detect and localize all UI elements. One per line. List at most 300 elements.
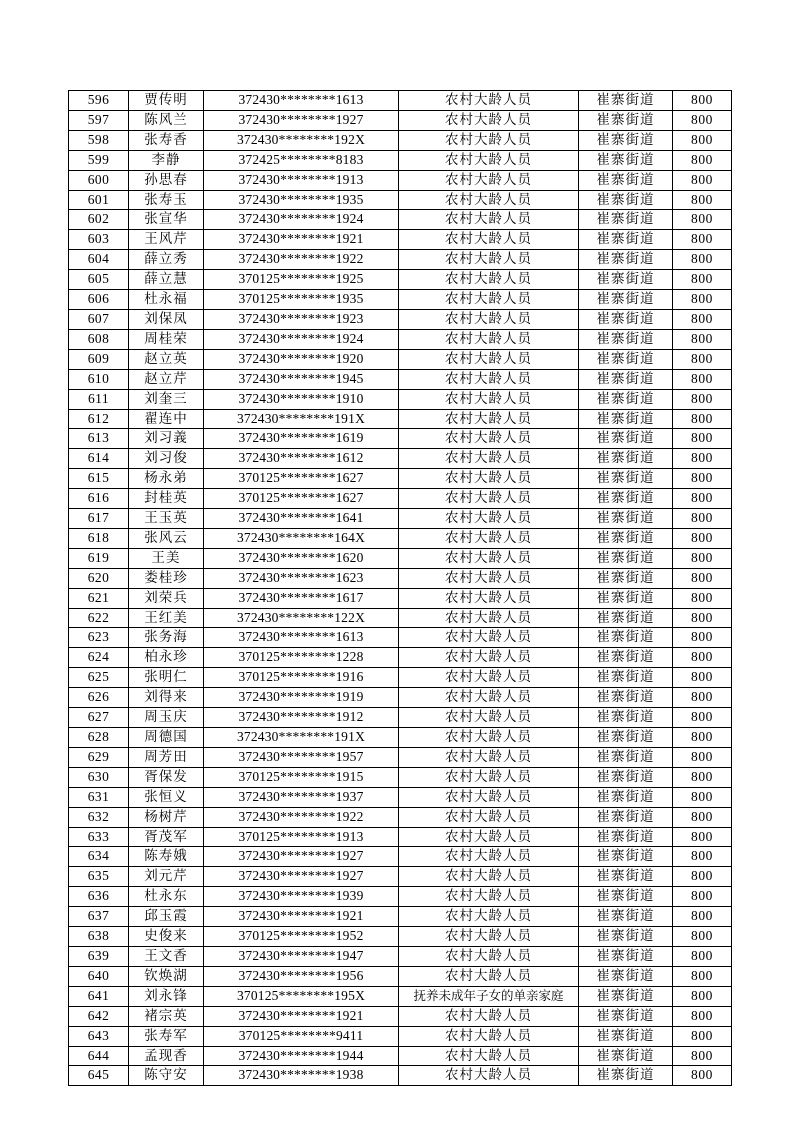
cell-seq: 641 (69, 986, 129, 1006)
cell-name: 陈守安 (129, 1066, 204, 1086)
cell-id-number: 372430********1947 (204, 946, 399, 966)
cell-seq: 598 (69, 130, 129, 150)
cell-street: 崔寨街道 (579, 210, 673, 230)
cell-id-number: 372430********1957 (204, 747, 399, 767)
table-row (69, 628, 732, 648)
cell-amount: 800 (673, 728, 732, 748)
cell-amount: 800 (673, 110, 732, 130)
cell-amount: 800 (673, 887, 732, 907)
cell-name: 张明仁 (129, 668, 204, 688)
cell-amount: 800 (673, 787, 732, 807)
cell-amount: 800 (673, 150, 732, 170)
cell-amount: 800 (673, 1026, 732, 1046)
cell-id-number: 372430********1921 (204, 1006, 399, 1026)
cell-amount: 800 (673, 210, 732, 230)
cell-street: 崔寨街道 (579, 668, 673, 688)
cell-id-number: 372430********1910 (204, 389, 399, 409)
cell-seq: 643 (69, 1026, 129, 1046)
cell-category: 农村大龄人员 (399, 429, 579, 449)
cell-amount: 800 (673, 867, 732, 887)
cell-category: 农村大龄人员 (399, 190, 579, 210)
cell-amount: 800 (673, 907, 732, 927)
cell-street: 崔寨街道 (579, 389, 673, 409)
cell-name: 褚宗英 (129, 1006, 204, 1026)
cell-category: 农村大龄人员 (399, 91, 579, 111)
cell-category: 抚养未成年子女的单亲家庭 (399, 986, 579, 1006)
cell-amount: 800 (673, 329, 732, 349)
cell-street: 崔寨街道 (579, 250, 673, 270)
cell-seq: 614 (69, 449, 129, 469)
cell-amount: 800 (673, 688, 732, 708)
cell-id-number: 372430********1938 (204, 1066, 399, 1086)
cell-id-number: 372430********1944 (204, 1046, 399, 1066)
cell-seq: 617 (69, 509, 129, 529)
cell-seq: 640 (69, 966, 129, 986)
cell-amount: 800 (673, 349, 732, 369)
cell-category: 农村大龄人员 (399, 1046, 579, 1066)
cell-category: 农村大龄人员 (399, 110, 579, 130)
cell-amount: 800 (673, 986, 732, 1006)
table-row (69, 250, 732, 270)
cell-id-number: 372430********122X (204, 608, 399, 628)
cell-name: 娄桂珍 (129, 568, 204, 588)
cell-amount: 800 (673, 130, 732, 150)
cell-amount: 800 (673, 966, 732, 986)
cell-name: 翟连中 (129, 409, 204, 429)
cell-amount: 800 (673, 1006, 732, 1026)
cell-category: 农村大龄人员 (399, 250, 579, 270)
table-row (69, 807, 732, 827)
cell-seq: 609 (69, 349, 129, 369)
cell-seq: 618 (69, 528, 129, 548)
cell-seq: 604 (69, 250, 129, 270)
cell-street: 崔寨街道 (579, 648, 673, 668)
cell-seq: 639 (69, 946, 129, 966)
cell-street: 崔寨街道 (579, 688, 673, 708)
cell-id-number: 372430********1921 (204, 907, 399, 927)
cell-id-number: 372430********1924 (204, 329, 399, 349)
cell-amount: 800 (673, 250, 732, 270)
cell-name: 杜永东 (129, 887, 204, 907)
cell-category: 农村大龄人员 (399, 548, 579, 568)
cell-amount: 800 (673, 509, 732, 529)
table-row (69, 588, 732, 608)
cell-seq: 602 (69, 210, 129, 230)
cell-seq: 628 (69, 728, 129, 748)
cell-street: 崔寨街道 (579, 966, 673, 986)
cell-id-number: 370125********1935 (204, 290, 399, 310)
cell-category: 农村大龄人员 (399, 628, 579, 648)
cell-name: 周玉庆 (129, 708, 204, 728)
cell-id-number: 370125********1916 (204, 668, 399, 688)
cell-street: 崔寨街道 (579, 230, 673, 250)
cell-street: 崔寨街道 (579, 309, 673, 329)
table-row (69, 728, 732, 748)
cell-id-number: 372430********1923 (204, 309, 399, 329)
table-row (69, 1006, 732, 1026)
cell-category: 农村大龄人员 (399, 290, 579, 310)
cell-name: 王玉英 (129, 509, 204, 529)
cell-category: 农村大龄人员 (399, 907, 579, 927)
cell-seq: 597 (69, 110, 129, 130)
cell-name: 刘荣兵 (129, 588, 204, 608)
table-row (69, 787, 732, 807)
cell-id-number: 370125********1627 (204, 489, 399, 509)
cell-seq: 599 (69, 150, 129, 170)
table-row (69, 230, 732, 250)
cell-name: 周桂荣 (129, 329, 204, 349)
cell-seq: 645 (69, 1066, 129, 1086)
cell-category: 农村大龄人员 (399, 807, 579, 827)
cell-name: 胥茂军 (129, 827, 204, 847)
cell-street: 崔寨街道 (579, 1026, 673, 1046)
cell-street: 崔寨街道 (579, 449, 673, 469)
cell-street: 崔寨街道 (579, 1066, 673, 1086)
table-row (69, 210, 732, 230)
cell-amount: 800 (673, 648, 732, 668)
cell-seq: 605 (69, 270, 129, 290)
cell-seq: 615 (69, 469, 129, 489)
table-row (69, 946, 732, 966)
table-row (69, 130, 732, 150)
cell-street: 崔寨街道 (579, 708, 673, 728)
cell-street: 崔寨街道 (579, 608, 673, 628)
cell-name: 张寿玉 (129, 190, 204, 210)
cell-id-number: 372430********1920 (204, 349, 399, 369)
table-row (69, 270, 732, 290)
cell-name: 刘习俊 (129, 449, 204, 469)
cell-street: 崔寨街道 (579, 270, 673, 290)
table-row (69, 469, 732, 489)
cell-amount: 800 (673, 568, 732, 588)
cell-amount: 800 (673, 668, 732, 688)
cell-category: 农村大龄人员 (399, 648, 579, 668)
cell-street: 崔寨街道 (579, 429, 673, 449)
table-row (69, 170, 732, 190)
cell-category: 农村大龄人员 (399, 827, 579, 847)
cell-amount: 800 (673, 767, 732, 787)
cell-name: 王美 (129, 548, 204, 568)
table-row (69, 349, 732, 369)
cell-id-number: 372430********1939 (204, 887, 399, 907)
cell-street: 崔寨街道 (579, 290, 673, 310)
table-row (69, 409, 732, 429)
table-row (69, 429, 732, 449)
cell-seq: 636 (69, 887, 129, 907)
cell-amount: 800 (673, 409, 732, 429)
cell-category: 农村大龄人员 (399, 409, 579, 429)
cell-amount: 800 (673, 290, 732, 310)
table-row (69, 548, 732, 568)
cell-category: 农村大龄人员 (399, 927, 579, 947)
cell-seq: 607 (69, 309, 129, 329)
cell-name: 陈寿娥 (129, 847, 204, 867)
table-row (69, 1046, 732, 1066)
cell-category: 农村大龄人员 (399, 309, 579, 329)
cell-id-number: 372430********1641 (204, 509, 399, 529)
cell-category: 农村大龄人员 (399, 588, 579, 608)
cell-amount: 800 (673, 807, 732, 827)
cell-street: 崔寨街道 (579, 807, 673, 827)
table-row (69, 509, 732, 529)
cell-id-number: 370125********1915 (204, 767, 399, 787)
cell-amount: 800 (673, 309, 732, 329)
cell-street: 崔寨街道 (579, 728, 673, 748)
cell-amount: 800 (673, 489, 732, 509)
cell-seq: 630 (69, 767, 129, 787)
cell-seq: 622 (69, 608, 129, 628)
cell-name: 周德国 (129, 728, 204, 748)
cell-seq: 627 (69, 708, 129, 728)
cell-category: 农村大龄人员 (399, 1066, 579, 1086)
table-row (69, 1066, 732, 1086)
cell-name: 刘得来 (129, 688, 204, 708)
table-row (69, 568, 732, 588)
cell-amount: 800 (673, 588, 732, 608)
cell-amount: 800 (673, 608, 732, 628)
cell-amount: 800 (673, 469, 732, 489)
table-row (69, 767, 732, 787)
cell-name: 王文香 (129, 946, 204, 966)
cell-id-number: 372430********1620 (204, 548, 399, 568)
cell-category: 农村大龄人员 (399, 887, 579, 907)
cell-seq: 608 (69, 329, 129, 349)
cell-name: 张恒义 (129, 787, 204, 807)
cell-seq: 613 (69, 429, 129, 449)
cell-id-number: 370125********1952 (204, 927, 399, 947)
cell-category: 农村大龄人员 (399, 668, 579, 688)
cell-id-number: 370125********1228 (204, 648, 399, 668)
cell-seq: 644 (69, 1046, 129, 1066)
cell-category: 农村大龄人员 (399, 509, 579, 529)
cell-seq: 632 (69, 807, 129, 827)
cell-name: 赵立芹 (129, 369, 204, 389)
table-row (69, 190, 732, 210)
cell-street: 崔寨街道 (579, 469, 673, 489)
cell-seq: 629 (69, 747, 129, 767)
cell-id-number: 372430********191X (204, 409, 399, 429)
cell-category: 农村大龄人员 (399, 688, 579, 708)
cell-amount: 800 (673, 708, 732, 728)
cell-street: 崔寨街道 (579, 369, 673, 389)
cell-seq: 616 (69, 489, 129, 509)
table-row (69, 150, 732, 170)
cell-category: 农村大龄人员 (399, 389, 579, 409)
cell-seq: 623 (69, 628, 129, 648)
cell-name: 封桂英 (129, 489, 204, 509)
cell-name: 邱玉霞 (129, 907, 204, 927)
cell-seq: 619 (69, 548, 129, 568)
cell-id-number: 372430********1913 (204, 170, 399, 190)
cell-street: 崔寨街道 (579, 548, 673, 568)
cell-name: 孙思春 (129, 170, 204, 190)
table-row (69, 290, 732, 310)
cell-amount: 800 (673, 91, 732, 111)
cell-category: 农村大龄人员 (399, 349, 579, 369)
roster-table (68, 90, 732, 1086)
cell-name: 王红美 (129, 608, 204, 628)
cell-name: 柏永珍 (129, 648, 204, 668)
table-row (69, 867, 732, 887)
cell-name: 张寿军 (129, 1026, 204, 1046)
cell-name: 刘奎三 (129, 389, 204, 409)
cell-category: 农村大龄人员 (399, 210, 579, 230)
cell-street: 崔寨街道 (579, 568, 673, 588)
cell-seq: 634 (69, 847, 129, 867)
cell-street: 崔寨街道 (579, 767, 673, 787)
cell-street: 崔寨街道 (579, 747, 673, 767)
cell-id-number: 372430********1922 (204, 807, 399, 827)
cell-id-number: 372430********1927 (204, 110, 399, 130)
cell-id-number: 372425********8183 (204, 150, 399, 170)
table-row (69, 608, 732, 628)
cell-amount: 800 (673, 449, 732, 469)
cell-name: 胥保发 (129, 767, 204, 787)
cell-seq: 642 (69, 1006, 129, 1026)
cell-id-number: 370125********1627 (204, 469, 399, 489)
table-row (69, 110, 732, 130)
table-row (69, 1026, 732, 1046)
cell-street: 崔寨街道 (579, 528, 673, 548)
cell-id-number: 372430********191X (204, 728, 399, 748)
cell-seq: 601 (69, 190, 129, 210)
cell-amount: 800 (673, 827, 732, 847)
cell-category: 农村大龄人员 (399, 230, 579, 250)
cell-name: 陈风兰 (129, 110, 204, 130)
cell-name: 杜永福 (129, 290, 204, 310)
cell-name: 杨树芹 (129, 807, 204, 827)
cell-amount: 800 (673, 946, 732, 966)
cell-id-number: 372430********1623 (204, 568, 399, 588)
cell-seq: 637 (69, 907, 129, 927)
table-row (69, 369, 732, 389)
cell-id-number: 372430********1927 (204, 847, 399, 867)
cell-street: 崔寨街道 (579, 110, 673, 130)
cell-category: 农村大龄人员 (399, 747, 579, 767)
cell-id-number: 372430********1927 (204, 867, 399, 887)
table-row (69, 449, 732, 469)
cell-id-number: 372430********1617 (204, 588, 399, 608)
cell-street: 崔寨街道 (579, 847, 673, 867)
cell-category: 农村大龄人员 (399, 767, 579, 787)
cell-seq: 600 (69, 170, 129, 190)
cell-name: 王风芹 (129, 230, 204, 250)
cell-category: 农村大龄人员 (399, 369, 579, 389)
cell-seq: 624 (69, 648, 129, 668)
cell-street: 崔寨街道 (579, 91, 673, 111)
cell-amount: 800 (673, 548, 732, 568)
cell-amount: 800 (673, 429, 732, 449)
cell-name: 杨永弟 (129, 469, 204, 489)
cell-category: 农村大龄人员 (399, 329, 579, 349)
cell-name: 刘习義 (129, 429, 204, 449)
cell-seq: 610 (69, 369, 129, 389)
cell-category: 农村大龄人员 (399, 469, 579, 489)
cell-amount: 800 (673, 170, 732, 190)
cell-amount: 800 (673, 230, 732, 250)
cell-street: 崔寨街道 (579, 170, 673, 190)
cell-amount: 800 (673, 847, 732, 867)
cell-seq: 631 (69, 787, 129, 807)
cell-id-number: 372430********1612 (204, 449, 399, 469)
cell-name: 李静 (129, 150, 204, 170)
cell-category: 农村大龄人员 (399, 1006, 579, 1026)
cell-street: 崔寨街道 (579, 986, 673, 1006)
cell-category: 农村大龄人员 (399, 708, 579, 728)
cell-street: 崔寨街道 (579, 588, 673, 608)
cell-street: 崔寨街道 (579, 787, 673, 807)
cell-name: 张风云 (129, 528, 204, 548)
cell-street: 崔寨街道 (579, 628, 673, 648)
cell-id-number: 372430********1912 (204, 708, 399, 728)
cell-seq: 606 (69, 290, 129, 310)
cell-name: 刘元芹 (129, 867, 204, 887)
cell-amount: 800 (673, 190, 732, 210)
cell-seq: 625 (69, 668, 129, 688)
table-row (69, 668, 732, 688)
cell-street: 崔寨街道 (579, 150, 673, 170)
cell-category: 农村大龄人员 (399, 170, 579, 190)
cell-category: 农村大龄人员 (399, 867, 579, 887)
cell-name: 薛立慧 (129, 270, 204, 290)
cell-name: 刘保凤 (129, 309, 204, 329)
cell-seq: 633 (69, 827, 129, 847)
cell-name: 张寿香 (129, 130, 204, 150)
cell-name: 刘永锋 (129, 986, 204, 1006)
cell-seq: 626 (69, 688, 129, 708)
table-row (69, 827, 732, 847)
cell-category: 农村大龄人员 (399, 489, 579, 509)
cell-category: 农村大龄人员 (399, 787, 579, 807)
table-row (69, 389, 732, 409)
cell-street: 崔寨街道 (579, 130, 673, 150)
cell-street: 崔寨街道 (579, 190, 673, 210)
table-row (69, 528, 732, 548)
cell-amount: 800 (673, 628, 732, 648)
table-row (69, 927, 732, 947)
cell-amount: 800 (673, 389, 732, 409)
cell-category: 农村大龄人员 (399, 130, 579, 150)
cell-category: 农村大龄人员 (399, 728, 579, 748)
cell-id-number: 372430********1945 (204, 369, 399, 389)
cell-seq: 638 (69, 927, 129, 947)
table-row (69, 91, 732, 111)
cell-seq: 635 (69, 867, 129, 887)
cell-name: 周芳田 (129, 747, 204, 767)
cell-street: 崔寨街道 (579, 329, 673, 349)
table-row (69, 489, 732, 509)
cell-amount: 800 (673, 1066, 732, 1086)
cell-seq: 621 (69, 588, 129, 608)
cell-street: 崔寨街道 (579, 1006, 673, 1026)
cell-category: 农村大龄人员 (399, 1026, 579, 1046)
cell-amount: 800 (673, 747, 732, 767)
cell-street: 崔寨街道 (579, 946, 673, 966)
cell-id-number: 370125********1925 (204, 270, 399, 290)
cell-id-number: 372430********1935 (204, 190, 399, 210)
cell-id-number: 370125********1913 (204, 827, 399, 847)
table-row (69, 966, 732, 986)
cell-id-number: 372430********1613 (204, 91, 399, 111)
table-row (69, 329, 732, 349)
cell-seq: 612 (69, 409, 129, 429)
cell-amount: 800 (673, 369, 732, 389)
cell-category: 农村大龄人员 (399, 528, 579, 548)
cell-street: 崔寨街道 (579, 509, 673, 529)
cell-id-number: 372430********164X (204, 528, 399, 548)
cell-name: 赵立英 (129, 349, 204, 369)
cell-seq: 603 (69, 230, 129, 250)
